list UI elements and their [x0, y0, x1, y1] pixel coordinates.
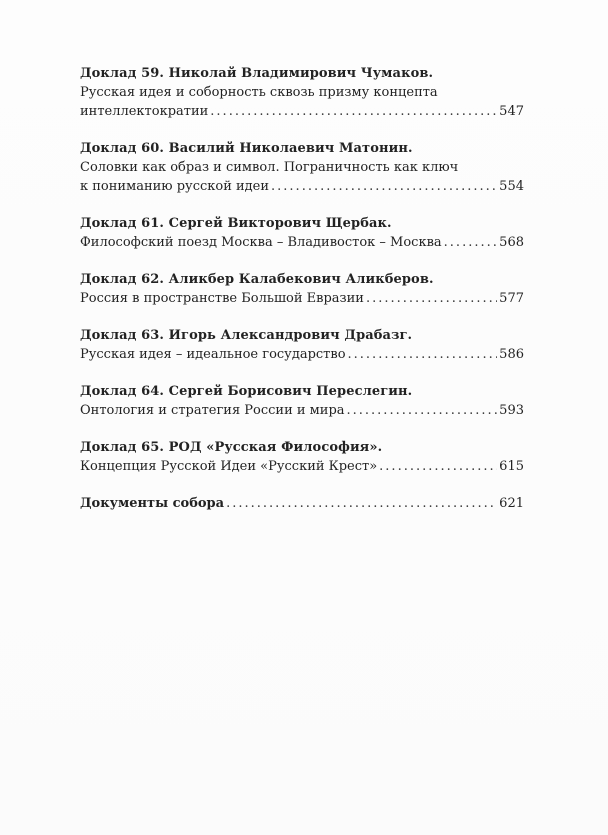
dot-leader [271, 177, 497, 196]
toc-entry [80, 64, 524, 121]
page-number: 554 [499, 179, 524, 194]
toc-entry-leader-line[interactable] [80, 289, 524, 308]
toc-entry [80, 139, 524, 196]
page-number: 586 [499, 347, 524, 362]
toc-entry [80, 214, 524, 252]
dot-leader [444, 233, 498, 252]
page-number: 593 [499, 403, 524, 418]
toc-entry-subtitle: Философский поезд Москва – Владивосток – Москва [80, 235, 442, 250]
toc-entry-subtitle: Русская идея – идеальное государство [80, 347, 346, 362]
toc-entry-subtitle: интеллектократии [80, 104, 209, 119]
toc-entry-leader-line[interactable] [80, 177, 524, 196]
toc-entry-leader-line[interactable] [80, 457, 524, 476]
toc-entry-title: Доклад 65. РОД «Русская Философия». [80, 440, 383, 455]
page-number: 577 [499, 291, 524, 306]
dot-leader [366, 289, 497, 308]
toc-entry [80, 270, 524, 308]
toc-entry [80, 438, 524, 476]
toc-entry-leader-line[interactable] [80, 102, 524, 121]
page-number: 547 [499, 104, 524, 119]
toc-entry-title: Доклад 63. Игорь Александрович Драбазг. [80, 328, 413, 343]
page-number: 621 [499, 496, 524, 511]
toc-entry-subtitle: Концепция Русской Идеи «Русский Крест» [80, 459, 378, 474]
toc-entry-title: Доклад 61. Сергей Викторович Щербак. [80, 216, 392, 231]
table-of-contents [80, 64, 524, 531]
toc-documents-label: Документы собора [80, 496, 225, 511]
toc-entry-leader-line[interactable] [80, 345, 524, 364]
page-number: 568 [499, 235, 524, 250]
toc-entry-title: Доклад 59. Николай Владимирович Чумаков. [80, 66, 434, 81]
toc-entry-subtitle: к пониманию русской идеи [80, 179, 270, 194]
toc-entry-leader-line[interactable] [80, 494, 524, 513]
dot-leader [347, 401, 498, 420]
dot-leader [226, 494, 497, 513]
toc-entry-title: Доклад 64. Сергей Борисович Переслегин. [80, 384, 413, 399]
toc-entry-subtitle: Россия в пространстве Большой Евразии [80, 291, 364, 306]
dot-leader [210, 102, 497, 121]
page-number: 615 [499, 459, 524, 474]
toc-entry [80, 326, 524, 364]
toc-entry-documents [80, 494, 524, 513]
toc-entry-subtitle-line: Соловки как образ и символ. Пограничность как ключ [80, 160, 459, 175]
dot-leader [379, 457, 497, 476]
toc-entry-leader-line[interactable] [80, 233, 524, 252]
dot-leader [348, 345, 498, 364]
toc-entry-subtitle: Онтология и стратегия России и мира [80, 403, 345, 418]
toc-entry-subtitle-line: Русская идея и соборность сквозь призму концепта [80, 85, 438, 100]
toc-entry [80, 382, 524, 420]
toc-entry-title: Доклад 62. Аликбер Калабекович Аликберов. [80, 272, 434, 287]
toc-entry-title: Доклад 60. Василий Николаевич Матонин. [80, 141, 413, 156]
toc-entry-leader-line[interactable] [80, 401, 524, 420]
